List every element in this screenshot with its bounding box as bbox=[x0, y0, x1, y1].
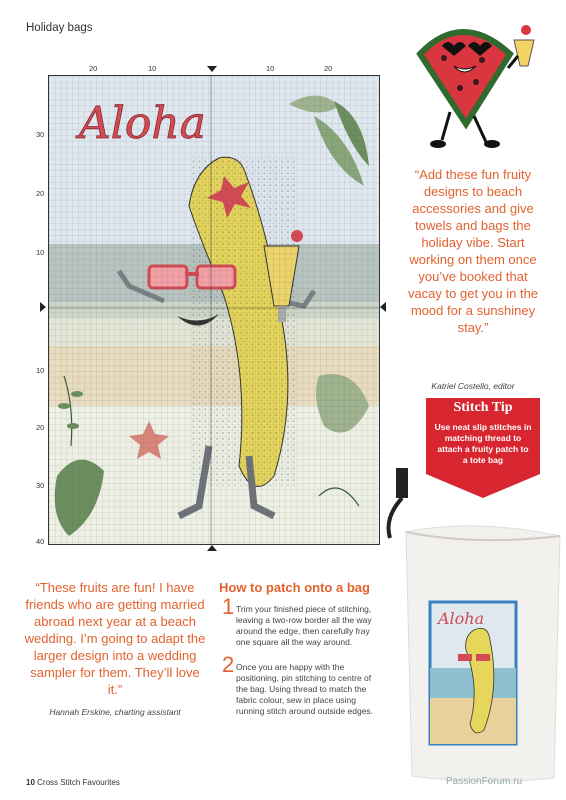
chart-left-tick: 40 bbox=[36, 537, 45, 546]
chart-left-tick: 20 bbox=[36, 189, 45, 198]
center-arrow-right-icon bbox=[380, 302, 386, 312]
howto-title: How to patch onto a bag bbox=[219, 580, 370, 595]
step-number: 1 bbox=[222, 594, 235, 619]
howto-step bbox=[222, 652, 380, 722]
assistant-quote: “These fruits are fun! I have friends who are getting married abroad next year at a beach wedding. I’m going to adapt the larger design into a wedding sampler for them. They’ll love it.” bbox=[24, 580, 206, 697]
magazine-name: Cross Stitch Favourites bbox=[37, 778, 120, 787]
stitch-tip-title: Stitch Tip bbox=[453, 400, 513, 415]
page-number: 10 bbox=[26, 778, 35, 787]
chart-top-tick: 20 bbox=[89, 64, 98, 73]
step-text: Trim your finished piece of stitching, leaving a two-row border all the way around the edge, then carefully fray one square all the way around. bbox=[236, 604, 372, 647]
chart-left-tick: 10 bbox=[36, 366, 45, 375]
tote-bag-image bbox=[384, 468, 566, 786]
stitch-tip-body: Use neat slip stitches in matching thread to attach a fruity patch to a tote bag bbox=[434, 422, 532, 465]
section-title: Holiday bags bbox=[26, 22, 93, 34]
bag-aloha-text: Aloha bbox=[438, 609, 485, 628]
watermelon-character-image bbox=[402, 12, 552, 157]
chart-left-tick: 20 bbox=[36, 423, 45, 432]
chart-left-tick: 10 bbox=[36, 248, 45, 257]
howto-step bbox=[222, 594, 380, 650]
chart-top-tick: 10 bbox=[148, 64, 157, 73]
editor-quote: “Add these fun fruity designs to beach accessories and give towels and bags the holiday vibe. Start working on them once you’ve booked that vacay to get you in the mood for a sunshiney stay.” bbox=[407, 167, 539, 335]
step-number: 2 bbox=[222, 652, 235, 677]
chart-left-tick: 30 bbox=[36, 481, 45, 490]
step-text: Once you are happy with the positioning, pin stitching to centre of the bag. Using thread to match the fabric colour, sew in place using running stitch around outside edges. bbox=[236, 662, 374, 716]
watermark: PassionForum.ru bbox=[446, 776, 523, 787]
editor-attribution: Katriel Costello, editor bbox=[431, 381, 515, 391]
center-arrow-top-icon bbox=[207, 66, 217, 72]
assistant-attribution: Hannah Erskine, charting assistant bbox=[49, 707, 181, 717]
footer bbox=[26, 778, 120, 787]
chart-top-tick: 10 bbox=[266, 64, 275, 73]
aloha-text: Aloha bbox=[79, 98, 206, 149]
center-arrow-left-icon bbox=[40, 302, 46, 312]
chart-left-tick: 30 bbox=[36, 130, 45, 139]
center-arrow-bottom-icon bbox=[207, 545, 217, 551]
cross-stitch-chart bbox=[48, 75, 380, 545]
chart-top-tick: 20 bbox=[324, 64, 333, 73]
